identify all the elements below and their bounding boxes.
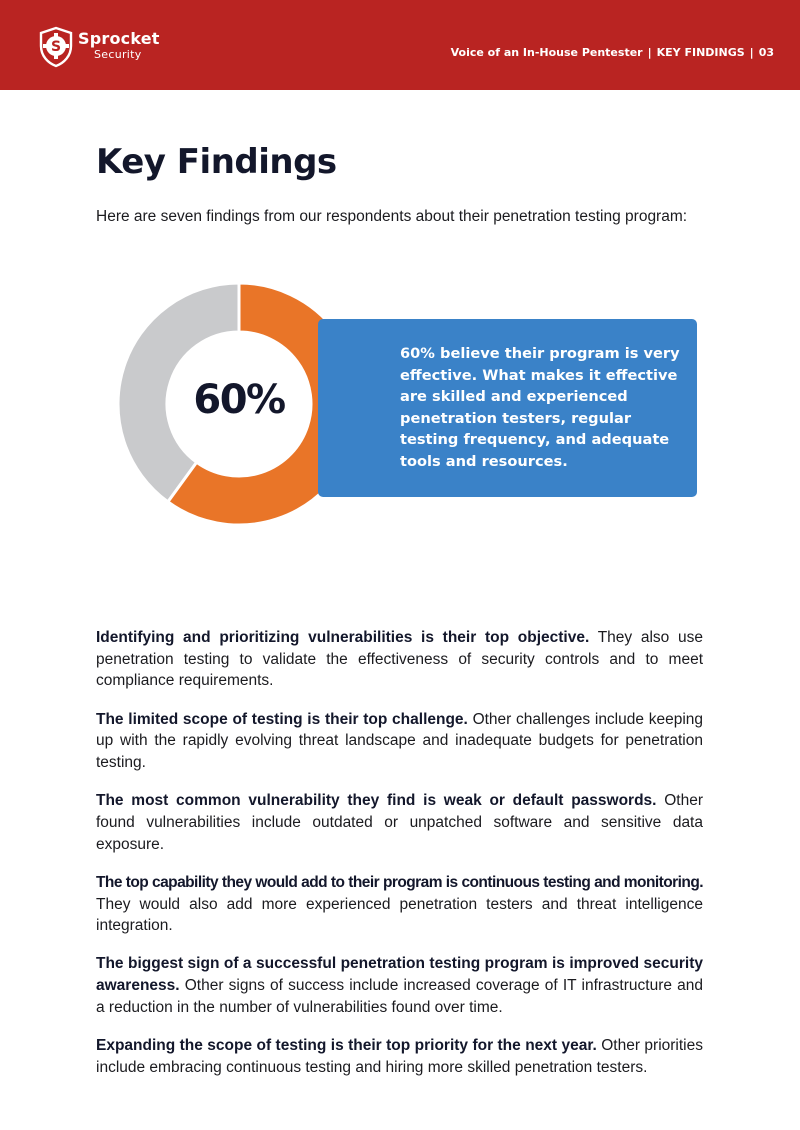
page-header	[0, 0, 800, 90]
finding-item	[96, 1035, 703, 1078]
donut-percent-label: 60%	[193, 377, 285, 423]
callout-body: What makes it effective are skilled and experienced penetration testers, regular testing frequency, and adequate tools and resources.	[400, 366, 678, 470]
finding-lead: The most common vulnerability they find is weak or default passwords.	[96, 792, 657, 810]
brand-sub: Security	[94, 48, 142, 61]
finding-body: They would also add more experienced penetration testers and threat intelligence integration.	[96, 895, 703, 935]
finding-lead: Identifying and prioritizing vulnerabilities is their top objective.	[96, 629, 590, 646]
header-separator: |	[647, 46, 652, 59]
findings-list	[96, 627, 703, 1095]
finding-item	[96, 872, 703, 937]
finding-body: Other found vulnerabilities include outdated or unpatched software and sensitive data exposure.	[96, 792, 703, 853]
callout-text	[400, 343, 690, 472]
brand-name: Sprocket	[78, 29, 160, 48]
logo-letter: S	[50, 39, 62, 55]
finding-lead: The limited scope of testing is their top challenge.	[96, 710, 468, 728]
finding-lead: The top capability they would add to their program is continuous testing and monitoring.	[96, 873, 703, 891]
finding-item	[96, 790, 703, 855]
callout-lead: 60% believe their program is very effective.	[400, 345, 680, 384]
sprocket-security-logo	[38, 26, 168, 68]
intro-text: Here are seven findings from our respondents about their penetration testing program:	[96, 208, 688, 225]
finding-item	[96, 953, 703, 1018]
finding-body: Other challenges include keeping up with the rapidly evolving threat landscape and inadequate budgets for penetration testing.	[96, 710, 703, 772]
finding-item	[96, 627, 703, 692]
shield-gear-icon	[38, 26, 74, 68]
finding-body: Other priorities include embracing continuous testing and hiring more skilled penetration testers.	[96, 1037, 703, 1076]
finding-body: They also use penetration testing to validate the effectiveness of security controls and to meet compliance requirements.	[96, 629, 703, 690]
finding-item	[96, 709, 703, 774]
finding-body: Other signs of success include increased coverage of IT infrastructure and a reduction in the number of vulnerabilities found over time.	[96, 977, 703, 1016]
header-running-title	[451, 46, 774, 59]
finding-lead: Expanding the scope of testing is their top priority for the next year.	[96, 1037, 597, 1055]
finding-lead: The biggest sign of a successful penetration testing program is improved security awareness.	[96, 955, 703, 995]
page-title: Key Findings	[96, 142, 337, 182]
report-title: Voice of an In-House Pentester	[450, 46, 643, 59]
page-number: 03	[758, 46, 774, 59]
section-name: KEY FINDINGS	[656, 46, 745, 59]
highlight-callout	[318, 319, 697, 497]
header-separator: |	[749, 46, 754, 59]
